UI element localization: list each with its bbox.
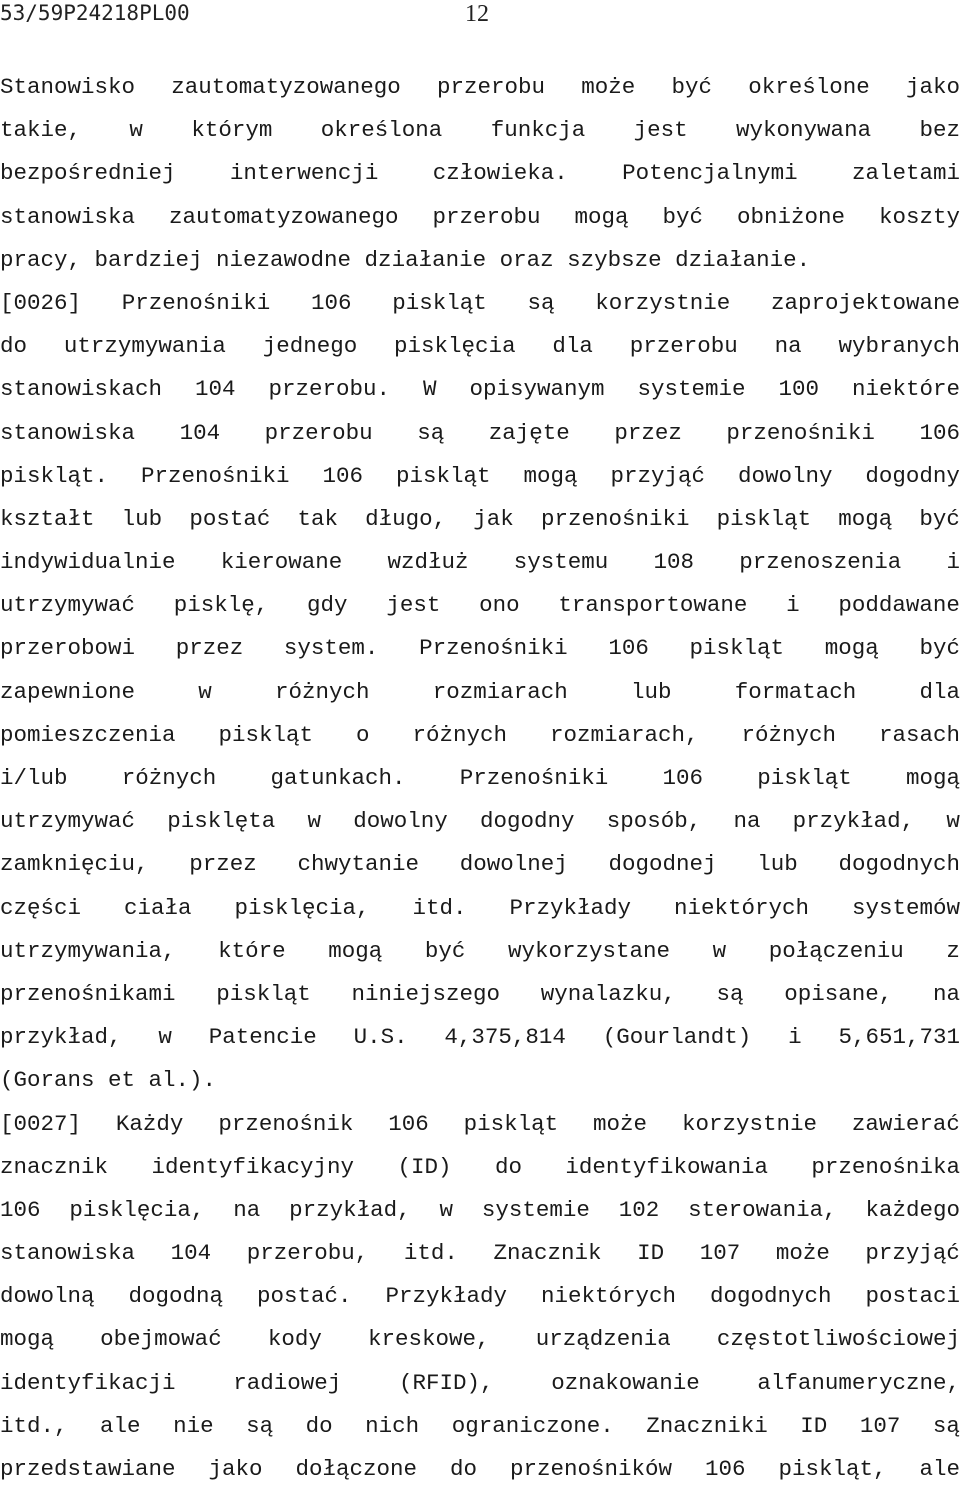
word: różnych <box>412 721 507 748</box>
word: mogą <box>574 203 629 230</box>
word: gdy <box>307 592 348 619</box>
word: 106 <box>704 1456 746 1482</box>
text-line <box>0 1232 960 1275</box>
text-line <box>0 196 960 239</box>
word: urządzenia <box>535 1326 671 1353</box>
word: o <box>355 721 370 748</box>
word: mogą <box>523 462 578 489</box>
word: systemie <box>637 376 746 403</box>
word: przerobu <box>629 333 738 360</box>
word: jak <box>473 505 514 532</box>
word: zaprojektowane <box>770 289 960 316</box>
word: są <box>716 980 744 1007</box>
word: w <box>712 937 727 964</box>
word: utrzymywania, <box>0 937 176 964</box>
text-line <box>0 498 960 541</box>
word: może <box>593 1110 648 1137</box>
text-line <box>0 368 960 411</box>
word: bezpośredniej <box>0 160 176 187</box>
word: (RFID), <box>398 1369 494 1396</box>
word: Potencjalnymi <box>622 160 798 187</box>
word: dogodny <box>865 462 960 489</box>
word: do <box>0 333 28 360</box>
text-line <box>0 152 960 195</box>
word: mogą <box>838 505 893 532</box>
word: niektórych <box>540 1283 676 1310</box>
word: korzystnie <box>595 289 731 316</box>
text-line <box>0 584 960 627</box>
word: dogodnych <box>709 1283 832 1310</box>
word: lub <box>630 678 672 705</box>
word: funkcja <box>490 117 586 144</box>
word: przykład, <box>289 1196 411 1223</box>
text-line <box>0 541 960 584</box>
word: wzdłuż <box>387 549 469 576</box>
word: rozmiarach, <box>549 721 699 748</box>
word: przenośniki <box>540 505 690 532</box>
word: przerobu <box>437 74 546 100</box>
word: na <box>733 808 761 835</box>
word: dogodnych <box>838 851 960 878</box>
word: jednego <box>262 333 358 360</box>
text-line <box>0 930 960 973</box>
word: ciała <box>123 894 192 921</box>
word: piskląt <box>463 1110 559 1137</box>
word: Przenośniki <box>121 289 271 316</box>
word: którym <box>191 117 273 144</box>
word: Znacznik <box>493 1240 602 1267</box>
word: piskląt. <box>0 462 109 489</box>
page-number: 12 <box>465 1 489 27</box>
word: (ID) <box>397 1153 452 1180</box>
word: określona <box>320 117 443 144</box>
word: indywidualnie <box>0 549 176 576</box>
word: pisklę, <box>173 592 269 619</box>
word: dogodnej <box>608 851 717 878</box>
word: pisklęcia, <box>69 1196 205 1223</box>
text-line <box>0 714 960 757</box>
word: lub <box>121 505 163 532</box>
word: identyfikacji <box>0 1369 176 1396</box>
word: opisane, <box>784 980 893 1007</box>
word: dołączone <box>295 1456 418 1482</box>
word: piskląt <box>757 765 852 791</box>
word: zapewnione <box>0 678 136 705</box>
word: i <box>946 549 960 576</box>
text-line: (Gorans et al.). <box>0 1067 217 1094</box>
word: przenośnika <box>811 1153 960 1180</box>
word: mogą <box>905 765 960 791</box>
word: transportowane <box>558 592 748 619</box>
text-line <box>0 671 960 714</box>
text-line <box>0 1405 960 1448</box>
word: kreskowe, <box>368 1326 490 1353</box>
word: wykorzystane <box>508 937 671 964</box>
word: stanowiska <box>0 419 136 446</box>
word: 102 <box>618 1196 660 1223</box>
text-line <box>0 1016 960 1059</box>
word: piskląt <box>395 462 491 489</box>
word: itd., <box>0 1412 68 1439</box>
word: przedstawiane <box>0 1456 176 1482</box>
word: stanowiskach <box>0 376 163 403</box>
word: w <box>946 808 960 835</box>
word: Przykłady <box>385 1283 507 1310</box>
word: Znaczniki <box>646 1412 768 1439</box>
word: piskląt, <box>778 1456 887 1482</box>
word: na <box>233 1196 261 1223</box>
text-line <box>0 1362 960 1405</box>
word: poddawane <box>838 592 960 619</box>
word: piskląt <box>216 980 311 1007</box>
word: przyjąć <box>865 1240 960 1267</box>
word: 107 <box>699 1240 741 1267</box>
word: Przenośniki <box>419 635 568 662</box>
word: 107 <box>859 1412 901 1439</box>
word: zawierać <box>851 1110 960 1137</box>
word: 106 <box>0 1196 41 1223</box>
text-line: pracy, bardziej niezawodne działanie oraz szybsze działanie. <box>0 246 811 273</box>
word: alfanumeryczne, <box>757 1369 960 1396</box>
word: różnych <box>274 678 370 705</box>
word: mogą <box>328 937 383 964</box>
text-line <box>0 843 960 886</box>
word: które <box>218 937 286 964</box>
word: postaci <box>865 1283 960 1310</box>
word: jest <box>386 592 441 619</box>
word: postać. <box>256 1283 352 1310</box>
text-line <box>0 757 960 800</box>
word: mogą <box>0 1326 55 1353</box>
text-line <box>0 412 960 455</box>
word: dogodny <box>479 808 575 835</box>
word: (Gourlandt) <box>602 1024 752 1051</box>
word: Każdy <box>115 1110 184 1137</box>
word: częstotliwościowej <box>716 1326 960 1353</box>
word: dowolny <box>737 462 833 489</box>
word: systemu <box>513 549 609 576</box>
word: ograniczone. <box>451 1412 614 1439</box>
word: każdego <box>865 1196 960 1223</box>
word: utrzymywania <box>63 333 226 360</box>
text-line <box>0 1275 960 1318</box>
word: przerobu, <box>246 1240 369 1267</box>
text-line <box>0 1103 960 1146</box>
word: sposób, <box>606 808 702 835</box>
word: 106 <box>608 635 649 662</box>
word: dowolny <box>353 808 448 835</box>
word: 104 <box>195 376 236 403</box>
text-line <box>0 109 960 152</box>
document-id: 53/59P24218PL00 <box>0 1 190 25</box>
word: i/lub <box>0 765 68 791</box>
word: przyjąć <box>610 462 705 489</box>
word: 106 <box>919 419 960 446</box>
word: 4,375,814 <box>444 1024 566 1051</box>
word: U.S. <box>353 1024 408 1051</box>
word: tak <box>297 505 338 532</box>
word: bez <box>919 117 960 144</box>
word: obejmować <box>100 1326 222 1353</box>
text-line <box>0 627 960 670</box>
text-line <box>0 800 960 843</box>
word: pomieszczenia <box>0 721 176 748</box>
word: Patencie <box>208 1024 317 1051</box>
word: identyfikacyjny <box>151 1153 355 1180</box>
word: systemów <box>851 894 960 921</box>
word: Przykłady <box>509 894 631 921</box>
word: może <box>581 74 636 100</box>
word: niektórych <box>673 894 809 921</box>
word: postać <box>189 505 271 532</box>
word: być <box>919 635 960 662</box>
word: [0026] <box>0 289 82 316</box>
word: Przenośniki <box>141 462 290 489</box>
word: z <box>946 937 960 964</box>
word: i <box>786 592 800 619</box>
word: jako <box>905 74 960 100</box>
word: W <box>422 376 437 403</box>
word: zamknięciu, <box>0 851 149 878</box>
word: 106 <box>662 765 703 791</box>
word: 5,651,731 <box>838 1024 960 1051</box>
word: piskląt <box>218 721 314 748</box>
word: utrzymywać <box>0 808 136 835</box>
text-line <box>0 325 960 368</box>
word: piskląt <box>689 635 785 662</box>
word: 104 <box>170 1240 212 1267</box>
word: korzystnie <box>681 1110 817 1137</box>
word: do <box>494 1153 522 1180</box>
word: w <box>129 117 143 144</box>
word: być <box>662 203 704 230</box>
word: przerobu <box>264 419 373 446</box>
word: dla <box>552 333 593 360</box>
word: 100 <box>778 376 819 403</box>
word: być <box>424 937 466 964</box>
word: pisklęcia <box>394 333 516 360</box>
word: takie, <box>0 117 82 144</box>
word: kształt <box>0 505 95 532</box>
word: gatunkach. <box>270 765 406 791</box>
word: na <box>774 333 802 360</box>
word: rasach <box>878 721 960 748</box>
text-line <box>0 887 960 930</box>
word: w <box>158 1024 172 1051</box>
word: różnych <box>741 721 836 748</box>
word: ale <box>100 1412 141 1439</box>
word: wybranych <box>838 333 960 360</box>
word: różnych <box>121 765 217 791</box>
word: jako <box>208 1456 263 1482</box>
word: pisklęta <box>167 808 276 835</box>
text-line <box>0 973 960 1016</box>
word: przerobu. <box>268 376 391 403</box>
word: znacznik <box>0 1153 109 1180</box>
word: do <box>305 1412 333 1439</box>
word: ID <box>637 1240 665 1267</box>
word: na <box>932 980 960 1007</box>
word: kierowane <box>220 549 343 576</box>
word: koszty <box>878 203 960 230</box>
word: 106 <box>388 1110 429 1137</box>
text-line <box>0 1146 960 1189</box>
word: długo, <box>365 505 447 532</box>
word: lub <box>757 851 798 878</box>
word: przenośniki <box>726 419 875 446</box>
word: kody <box>267 1326 322 1353</box>
word: w <box>307 808 322 835</box>
word: formatach <box>734 678 857 705</box>
text-line <box>0 1318 960 1361</box>
word: dowolnej <box>459 851 568 878</box>
word: piskląt <box>716 505 812 532</box>
word: określone <box>748 74 870 100</box>
word: stanowiska <box>0 203 136 230</box>
word: ale <box>919 1456 960 1482</box>
word: przenoszenia <box>739 549 902 576</box>
word: są <box>417 419 445 446</box>
word: przez <box>175 635 244 662</box>
word: 106 <box>322 462 364 489</box>
word: ID <box>800 1412 828 1439</box>
page-header <box>0 0 960 30</box>
word: człowieka. <box>432 160 568 187</box>
word: ono <box>479 592 520 619</box>
word: obniżone <box>736 203 846 230</box>
word: sterowania, <box>688 1196 837 1223</box>
word: jest <box>633 117 688 144</box>
word: być <box>671 74 713 100</box>
word: przenośnik <box>218 1110 354 1137</box>
word: przez <box>614 419 682 446</box>
word: Stanowisko <box>0 74 136 100</box>
word: identyfikowania <box>565 1153 768 1180</box>
word: pisklęcia, <box>234 894 370 921</box>
word: zajęte <box>488 419 570 446</box>
word: wykonywana <box>736 117 872 144</box>
word: przerobu <box>432 203 541 230</box>
word: rozmiarach <box>432 678 568 705</box>
word: piskląt <box>392 289 487 316</box>
word: 108 <box>653 549 694 576</box>
word: do <box>449 1456 477 1482</box>
word: są <box>527 289 555 316</box>
word: zaletami <box>851 160 960 187</box>
word: w <box>198 678 212 705</box>
text-line <box>0 66 960 109</box>
word: są <box>246 1412 274 1439</box>
word: itd. <box>403 1240 458 1267</box>
word: wynalazku, <box>540 980 676 1007</box>
word: systemie <box>481 1196 590 1223</box>
word: przerobowi <box>0 635 136 662</box>
word: może <box>775 1240 830 1267</box>
word: przenośnikami <box>0 980 176 1007</box>
word: 104 <box>179 419 221 446</box>
word: i <box>788 1024 802 1051</box>
word: połączeniu <box>768 937 904 964</box>
text-line <box>0 282 960 325</box>
word: przez <box>189 851 257 878</box>
word: przykład, <box>792 808 915 835</box>
word: przykład, <box>0 1024 122 1051</box>
word: itd. <box>412 894 467 921</box>
word: Przenośniki <box>459 765 609 791</box>
text-line <box>0 1189 960 1232</box>
word: opisywanym <box>469 376 605 403</box>
word: system. <box>283 635 379 662</box>
word: być <box>919 505 960 532</box>
word: utrzymywać <box>0 592 136 619</box>
word: stanowiska <box>0 1240 136 1267</box>
word: 106 <box>310 289 352 316</box>
word: dogodną <box>128 1283 223 1310</box>
word: chwytanie <box>297 851 420 878</box>
word: mogą <box>824 635 879 662</box>
word: radiowej <box>233 1369 342 1396</box>
word: dowolną <box>0 1283 95 1310</box>
text-line <box>0 455 960 498</box>
word: niektóre <box>851 376 960 403</box>
word: oznakowanie <box>551 1369 700 1396</box>
body-text <box>0 66 960 1491</box>
word: nie <box>173 1412 214 1439</box>
word: zautomatyzowanego <box>169 203 399 230</box>
word: przenośników <box>509 1456 672 1482</box>
word: w <box>439 1196 453 1223</box>
word: zautomatyzowanego <box>171 74 401 100</box>
word: interwencji <box>229 160 379 187</box>
word: [0027] <box>0 1110 82 1137</box>
word: części <box>0 894 82 921</box>
word: nich <box>365 1412 420 1439</box>
word: niniejszego <box>351 980 501 1007</box>
word: dla <box>919 678 960 705</box>
word: są <box>932 1412 960 1439</box>
